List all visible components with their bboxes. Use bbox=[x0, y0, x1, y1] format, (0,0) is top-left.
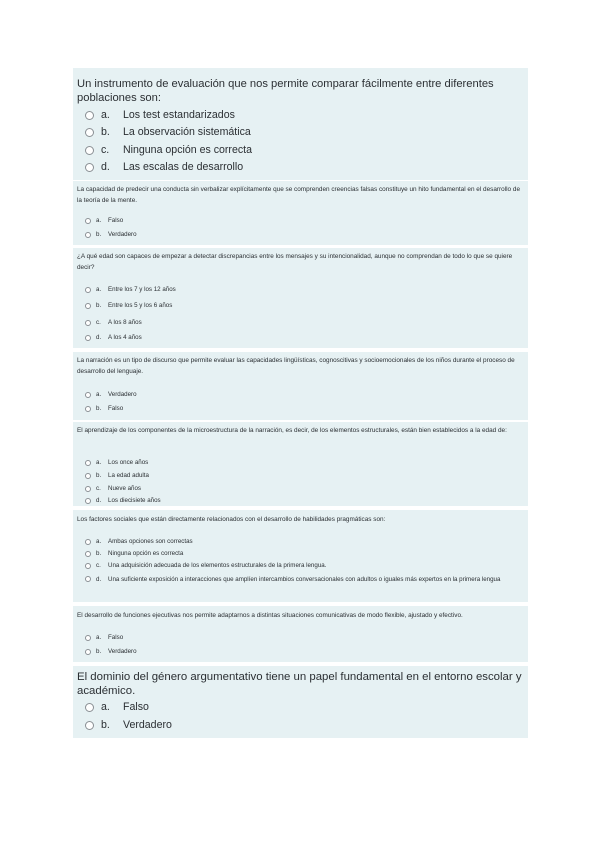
answer-option[interactable]: a. Los once años bbox=[85, 459, 148, 466]
option-label: Nueve años bbox=[108, 485, 142, 492]
question-text: La capacidad de predecir una conducta sin verbalizar explícitamente que se comprenden creencias falsas constituye un hito fundamental en el desarrollo de la teoría de la mente. bbox=[77, 186, 520, 204]
question-block bbox=[73, 606, 528, 662]
option-label: A los 8 años bbox=[108, 319, 142, 326]
option-label: Entre los 5 y los 6 años bbox=[108, 302, 173, 309]
answer-option[interactable]: a. Falso bbox=[85, 634, 123, 641]
radio-button[interactable] bbox=[85, 406, 91, 412]
option-label: Una adquisición adecuada de los elementos estructurales de la primera lengua. bbox=[108, 562, 327, 569]
radio-button[interactable] bbox=[85, 703, 94, 712]
radio-button[interactable] bbox=[85, 460, 91, 466]
option-label: Ambas opciones son correctas bbox=[108, 538, 193, 545]
question-text: El desarrollo de funciones ejecutivas nos permite adaptarnos a distintas situaciones comunicativas de modo flexible, ajustado y efectivo. bbox=[77, 612, 463, 619]
answer-option[interactable]: c. Nueve años bbox=[85, 485, 141, 492]
radio-button[interactable] bbox=[85, 635, 91, 641]
question-text: Los factores sociales que están directamente relacionados con el desarrollo de habilidades pragmáticas son: bbox=[77, 516, 386, 523]
answer-option[interactable]: d. Una suficiente exposición a interacciones que amplíen intercambios conversacionales con adultos o iguales más expertos en la primera lengua bbox=[85, 574, 505, 585]
answer-option[interactable]: b. La edad adulta bbox=[85, 472, 149, 479]
option-label: Las escalas de desarrollo bbox=[123, 161, 244, 173]
radio-button[interactable] bbox=[85, 649, 91, 655]
answer-option[interactable]: d. A los 4 años bbox=[85, 334, 142, 341]
question-text: El dominio del género argumentativo tiene un papel fundamental en el entorno escolar y académico. bbox=[77, 671, 522, 697]
answer-option[interactable]: b. Verdadero bbox=[85, 648, 137, 655]
question-text: ¿A qué edad son capaces de empezar a detectar discrepancias entre los mensajes y su intencionalidad, aunque no comprendan de todo lo que se quiere decir? bbox=[77, 253, 513, 271]
radio-button[interactable] bbox=[85, 721, 94, 730]
answer-option[interactable]: a. Ambas opciones son correctas bbox=[85, 538, 193, 545]
option-label: Verdadero bbox=[108, 648, 137, 655]
radio-button[interactable] bbox=[85, 163, 94, 172]
radio-button[interactable] bbox=[85, 392, 91, 398]
option-label: Verdadero bbox=[123, 719, 172, 731]
option-label: Ninguna opción es correcta bbox=[123, 144, 252, 156]
radio-button[interactable] bbox=[85, 128, 94, 137]
option-label: Los test estandarizados bbox=[123, 109, 235, 121]
answer-option[interactable]: b. Entre los 5 y los 6 años bbox=[85, 302, 172, 309]
answer-option[interactable]: a. Los test estandarizados bbox=[85, 109, 235, 121]
answer-option[interactable]: c. Ninguna opción es correcta bbox=[85, 144, 252, 156]
radio-button[interactable] bbox=[85, 320, 91, 326]
option-label: Falso bbox=[108, 405, 124, 412]
answer-option[interactable]: b. Ninguna opción es correcta bbox=[85, 550, 183, 557]
answer-option[interactable]: c. A los 8 años bbox=[85, 319, 142, 326]
answer-option[interactable]: a. Falso bbox=[85, 701, 149, 713]
radio-button[interactable] bbox=[85, 563, 91, 569]
answer-option[interactable]: b. Verdadero bbox=[85, 231, 137, 238]
option-label: Verdadero bbox=[108, 231, 137, 238]
question-text: La narración es un tipo de discurso que permite evaluar las capacidades lingüísticas, cognoscitivas y socioemocionales de los niños durante el proceso de desarrollo del lenguaje. bbox=[77, 357, 515, 375]
option-label: La edad adulta bbox=[108, 472, 149, 479]
question-block bbox=[73, 352, 528, 420]
option-label: Los once años bbox=[108, 459, 149, 466]
answer-option[interactable]: a. Entre los 7 y los 12 años bbox=[85, 286, 176, 293]
question-text: El aprendizaje de los componentes de la microestructura de la narración, es decir, de los elementos estructurales, están bien establecidos a la edad de: bbox=[77, 427, 507, 434]
radio-button[interactable] bbox=[85, 146, 94, 155]
option-label: Ninguna opción es correcta bbox=[108, 550, 184, 557]
radio-button[interactable] bbox=[85, 287, 91, 293]
question-block bbox=[73, 248, 528, 348]
radio-button[interactable] bbox=[85, 303, 91, 309]
option-label: Verdadero bbox=[108, 391, 137, 398]
answer-option[interactable]: a. Verdadero bbox=[85, 391, 137, 398]
option-label: Falso bbox=[108, 634, 124, 641]
option-label: Falso bbox=[123, 701, 149, 713]
option-label: Entre los 7 y los 12 años bbox=[108, 286, 176, 293]
question-block bbox=[73, 422, 528, 506]
question-block bbox=[73, 510, 528, 602]
radio-button[interactable] bbox=[85, 218, 91, 224]
question-block bbox=[73, 666, 528, 738]
answer-option[interactable]: c. Una adquisición adecuada de los elementos estructurales de la primera lengua. bbox=[85, 562, 326, 569]
option-label: A los 4 años bbox=[108, 334, 142, 341]
option-label: La observación sistemática bbox=[123, 126, 251, 138]
answer-option[interactable]: d. Las escalas de desarrollo bbox=[85, 161, 243, 173]
question-block bbox=[73, 68, 528, 180]
question-text: Un instrumento de evaluación que nos permite comparar fácilmente entre diferentes poblaciones son: bbox=[77, 78, 494, 104]
option-label: Una suficiente exposición a interacciones que amplíen intercambios conversacionales con adultos o iguales más expertos en la primera lengua bbox=[108, 576, 501, 583]
radio-button[interactable] bbox=[85, 111, 94, 120]
option-label: Los diecisiete años bbox=[108, 497, 161, 504]
radio-button[interactable] bbox=[85, 551, 91, 557]
radio-button[interactable] bbox=[85, 473, 91, 479]
radio-button[interactable] bbox=[85, 486, 91, 492]
answer-option[interactable]: b. Falso bbox=[85, 405, 123, 412]
radio-button[interactable] bbox=[85, 498, 91, 504]
answer-option[interactable]: a. Falso bbox=[85, 217, 123, 224]
radio-button[interactable] bbox=[85, 539, 91, 545]
question-block bbox=[73, 181, 528, 245]
option-label: Falso bbox=[108, 217, 124, 224]
answer-option[interactable]: b. Verdadero bbox=[85, 719, 172, 731]
radio-button[interactable] bbox=[85, 232, 91, 238]
radio-button[interactable] bbox=[85, 576, 91, 582]
radio-button[interactable] bbox=[85, 335, 91, 341]
answer-option[interactable]: d. Los diecisiete años bbox=[85, 497, 161, 504]
answer-option[interactable]: b. La observación sistemática bbox=[85, 126, 251, 138]
